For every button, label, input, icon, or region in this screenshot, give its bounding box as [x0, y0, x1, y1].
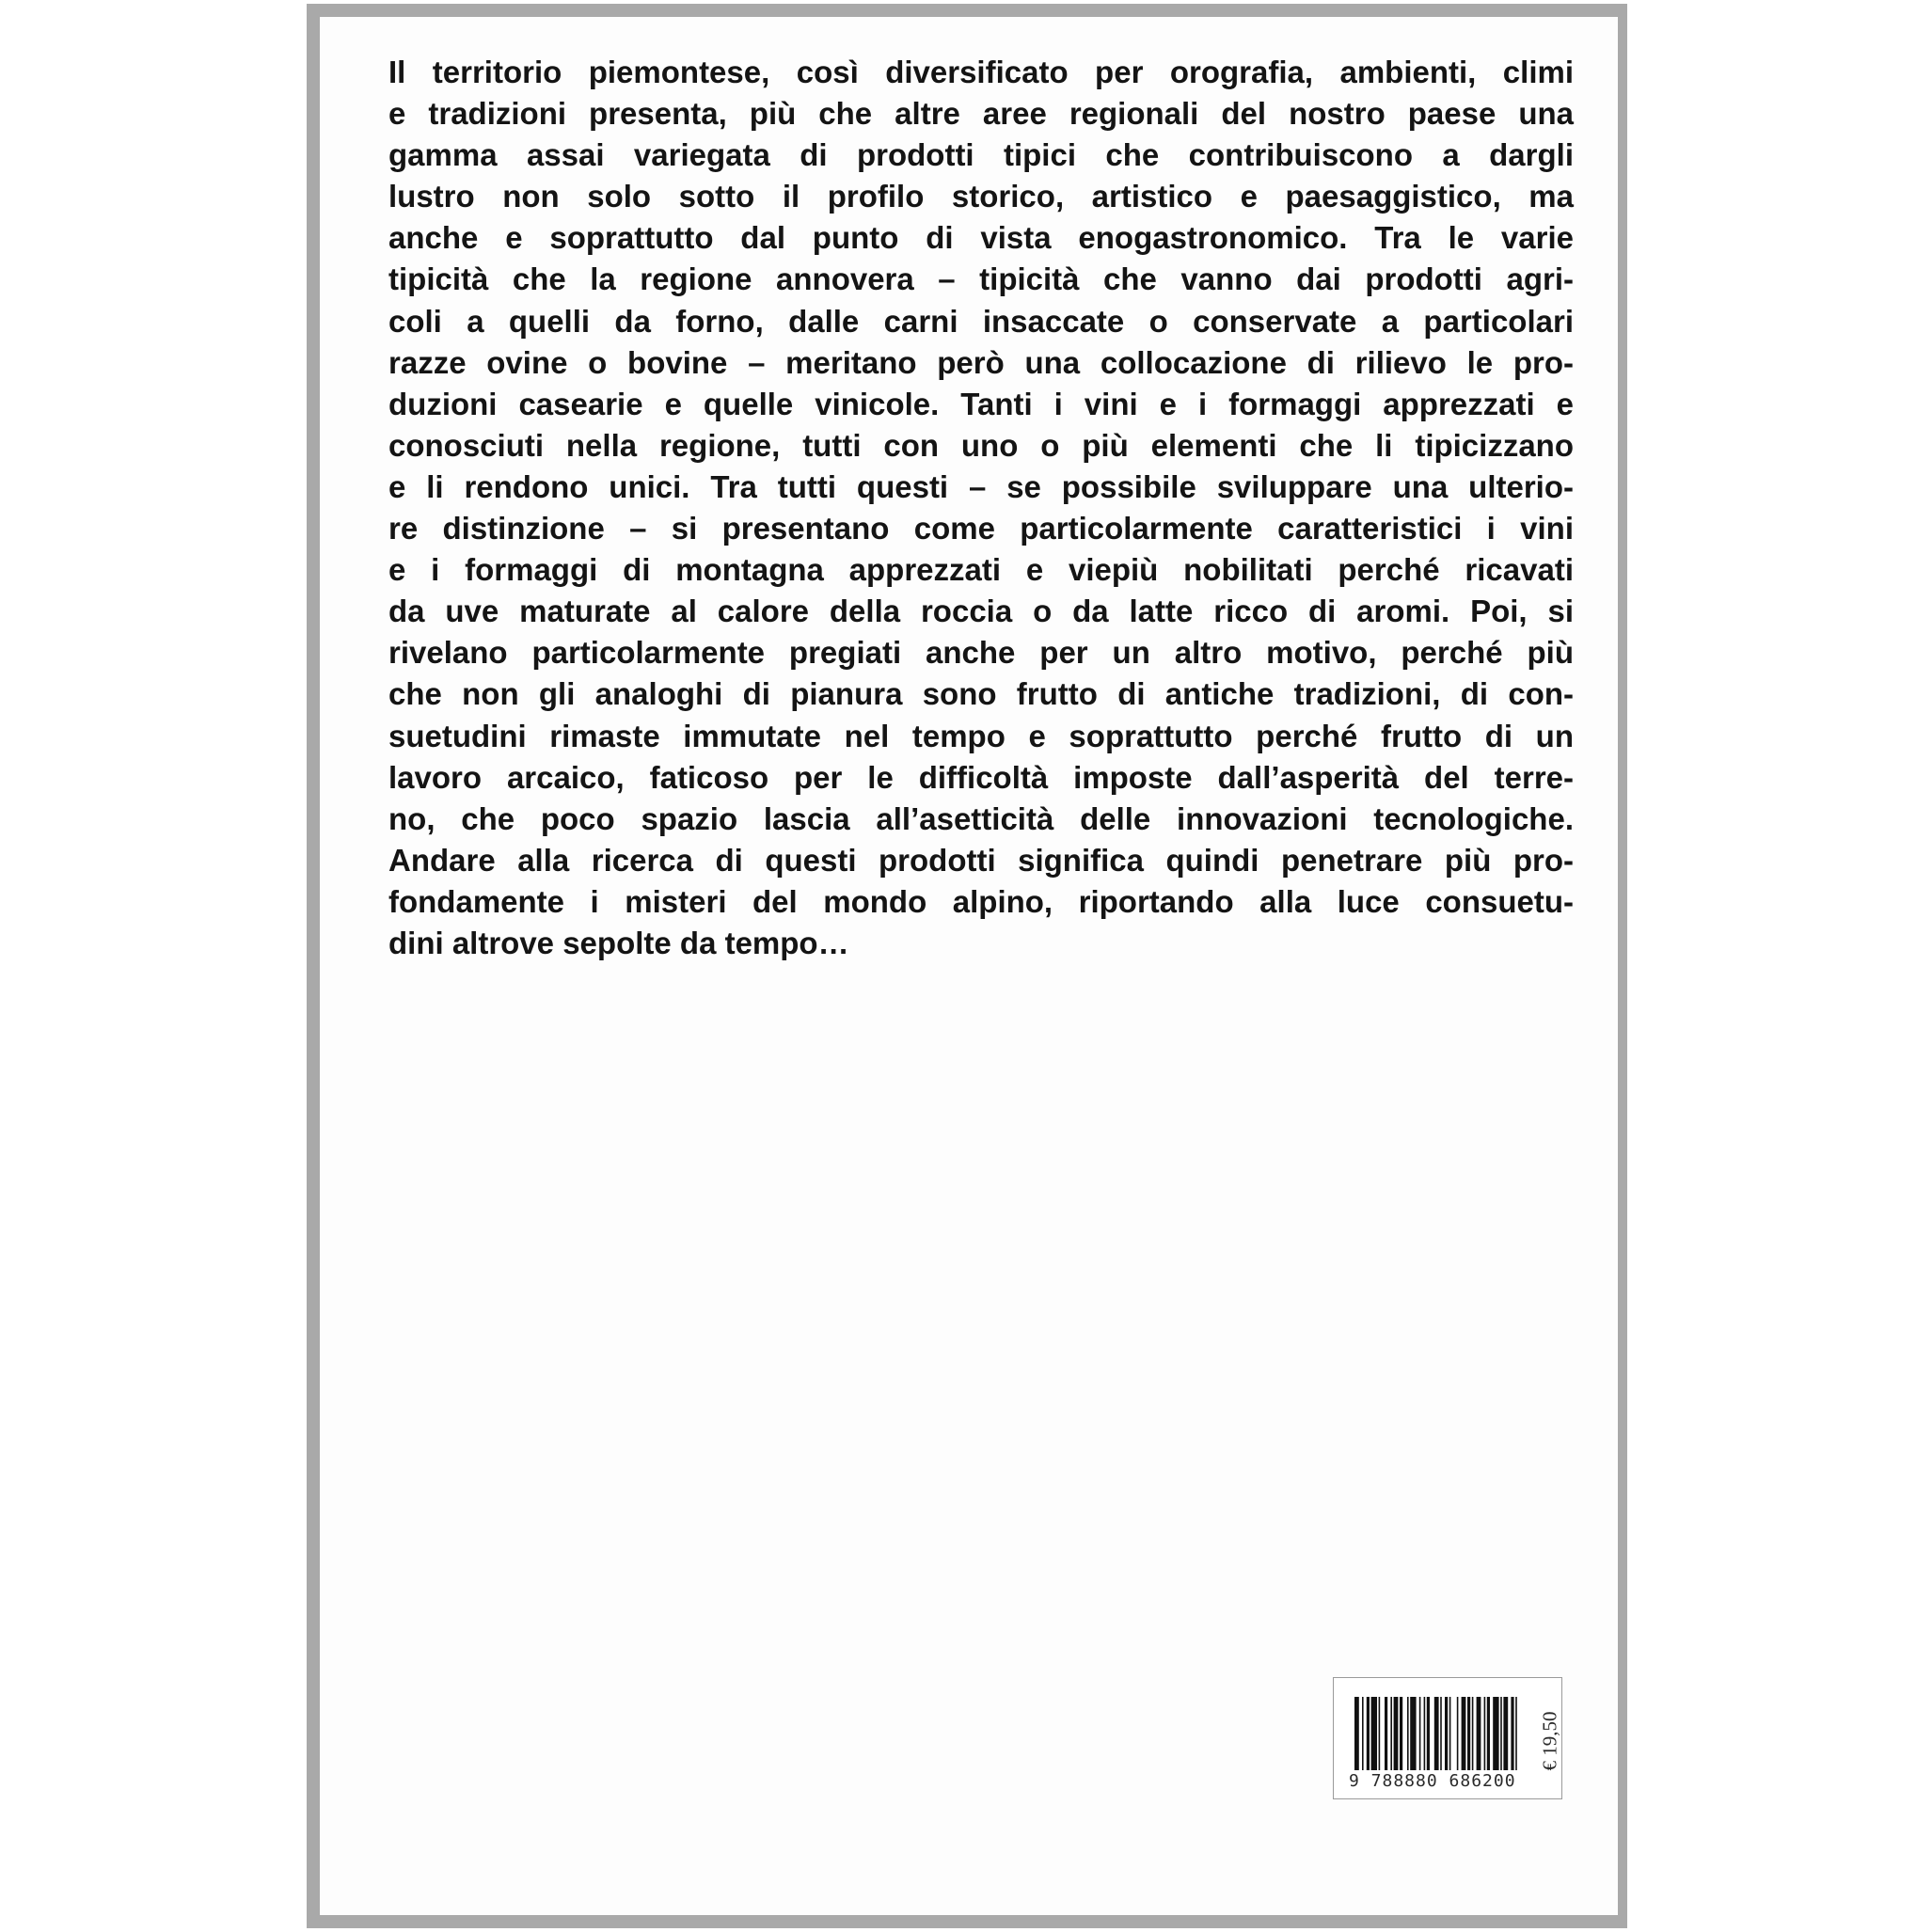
blurb-line: che non gli analoghi di pianura sono frutto di antiche tradizioni, di con- — [388, 676, 1574, 712]
blurb-line: e tradizioni presenta, più che altre aree regionali del nostro paese una — [388, 96, 1574, 132]
blurb-line: lavoro arcaico, faticoso per le difficoltà imposte dall’asperità del terre- — [388, 759, 1574, 795]
blurb-line: conosciuti nella regione, tutti con uno o più elementi che li tipicizzano — [388, 427, 1574, 463]
isbn-number: 9 788880 686200 — [1349, 1771, 1516, 1791]
blurb-line: no, che poco spazio lascia all’asetticità delle innovazioni tecnologiche. — [388, 800, 1574, 836]
blurb-line: coli a quelli da forno, dalle carni insaccate o conservate a particolari — [388, 303, 1574, 339]
blurb-line: duzioni casearie e quelle vinicole. Tanti i vini e i formaggi apprezzati e — [388, 386, 1574, 421]
blurb-line: dini altrove sepolte da tempo… — [388, 925, 849, 960]
barcode-label — [1333, 1677, 1562, 1799]
blurb-line: fondamente i misteri del mondo alpino, riportando alla luce consuetu- — [388, 883, 1574, 919]
blurb-line: Andare alla ricerca di questi prodotti significa quindi penetrare più pro- — [388, 842, 1574, 878]
price-text: € 19,50 — [1538, 1711, 1561, 1771]
blurb-line: e i formaggi di montagna apprezzati e viepiù nobilitati perché ricavati — [388, 552, 1574, 588]
blurb-text — [388, 52, 1574, 964]
blurb-line: gamma assai variegata di prodotti tipici che contribuiscono a dargli — [388, 137, 1574, 173]
blurb-line: da uve maturate al calore della roccia o da latte ricco di aromi. Poi, si — [388, 594, 1574, 629]
blurb-line: rivelano particolarmente pregiati anche per un altro motivo, perché più — [388, 635, 1574, 671]
blurb-line: lustro non solo sotto il profilo storico, artistico e paesaggistico, ma — [388, 179, 1574, 214]
blurb-line: tipicità che la regione annovera – tipicità che vanno dai prodotti agri- — [388, 261, 1574, 297]
blurb-line: suetudini rimaste immutate nel tempo e soprattutto perché frutto di un — [388, 718, 1574, 753]
blurb-line: e li rendono unici. Tra tutti questi – se possibile sviluppare una ulterio- — [388, 468, 1574, 504]
blurb-line: re distinzione – si presentano come particolarmente caratteristici i vini — [388, 511, 1574, 546]
blurb-line: razze ovine o bovine – meritano però una collocazione di rilievo le pro- — [388, 344, 1574, 380]
blurb-line: Il territorio piemontese, così diversificato per orografia, ambienti, climi — [388, 55, 1574, 89]
price-label — [1536, 1689, 1564, 1793]
blurb-line: anche e soprattutto dal punto di vista enogastronomico. Tra le varie — [388, 220, 1574, 256]
barcode-icon — [1354, 1697, 1535, 1770]
